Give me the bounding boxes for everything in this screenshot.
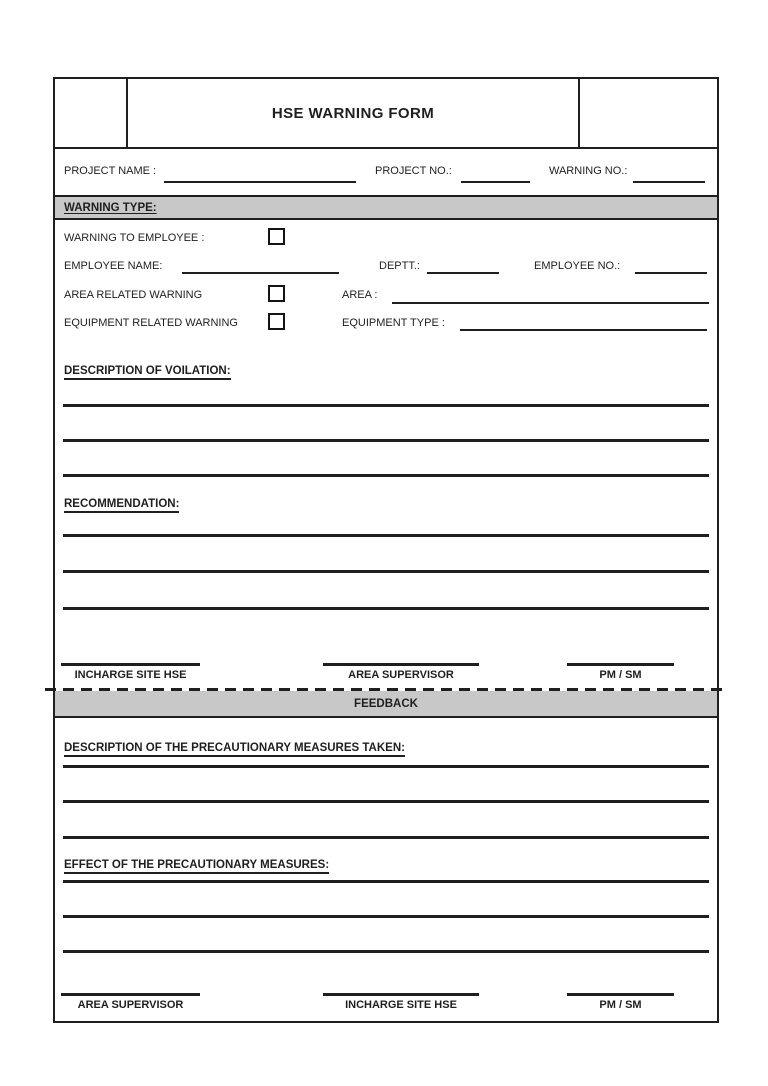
form-header <box>55 79 717 149</box>
project-name-field[interactable] <box>164 181 356 183</box>
measures-writing-line[interactable] <box>63 836 709 839</box>
employee-name-label: EMPLOYEE NAME: <box>64 260 163 272</box>
project-name-label: PROJECT NAME : <box>64 165 157 177</box>
signature-line <box>323 663 479 666</box>
signature-block-area-supervisor-bottom[interactable] <box>61 993 200 1011</box>
measures-taken-title: DESCRIPTION OF THE PRECAUTIONARY MEASURES TAKEN: <box>64 742 405 757</box>
deptt-field[interactable] <box>427 272 499 274</box>
employee-name-field[interactable] <box>182 272 339 274</box>
equipment-type-field[interactable] <box>460 329 707 331</box>
warning-no-field[interactable] <box>633 181 705 183</box>
equipment-related-label: EQUIPMENT RELATED WARNING <box>64 317 238 329</box>
logo-box <box>55 79 128 147</box>
recommendation-writing-line[interactable] <box>63 570 709 573</box>
project-no-label: PROJECT NO.: <box>375 165 452 177</box>
violation-writing-line[interactable] <box>63 474 709 477</box>
violation-writing-line[interactable] <box>63 404 709 407</box>
warning-type-section-bar <box>55 195 717 220</box>
area-related-checkbox[interactable] <box>268 285 285 302</box>
warning-type-section-title: WARNING TYPE: <box>64 201 157 214</box>
area-field[interactable] <box>392 302 709 304</box>
description-of-violation-heading <box>64 361 231 380</box>
equipment-type-label: EQUIPMENT TYPE : <box>342 317 445 329</box>
effect-title: EFFECT OF THE PRECAUTIONARY MEASURES: <box>64 859 329 874</box>
page-title: HSE WARNING FORM <box>271 104 435 122</box>
signature-label: AREA SUPERVISOR <box>77 999 184 1011</box>
signature-label: PM / SM <box>599 669 642 681</box>
employee-no-field[interactable] <box>635 272 707 274</box>
description-of-violation-title: DESCRIPTION OF VOILATION: <box>64 365 231 380</box>
warning-to-employee-label: WARNING TO EMPLOYEE : <box>64 232 205 244</box>
area-label: AREA : <box>342 289 378 301</box>
signature-line <box>61 993 200 996</box>
warning-to-employee-checkbox[interactable] <box>268 228 285 245</box>
effect-heading <box>64 855 329 874</box>
recommendation-title: RECOMMENDATION: <box>64 498 179 513</box>
signature-line <box>61 663 200 666</box>
measures-taken-heading <box>64 738 405 757</box>
violation-writing-line[interactable] <box>63 439 709 442</box>
title-cell <box>128 79 578 147</box>
recommendation-writing-line[interactable] <box>63 607 709 610</box>
feedback-section-title: FEEDBACK <box>354 697 418 710</box>
signature-label: INCHARGE SITE HSE <box>345 999 457 1011</box>
signature-label: PM / SM <box>599 999 642 1011</box>
project-no-field[interactable] <box>461 181 530 183</box>
area-related-label: AREA RELATED WARNING <box>64 289 203 301</box>
signature-block-pm-sm[interactable] <box>567 663 674 681</box>
signature-block-incharge-site-hse-bottom[interactable] <box>323 993 479 1011</box>
deptt-label: DEPTT.: <box>379 260 420 272</box>
measures-writing-line[interactable] <box>63 765 709 768</box>
header-right-box <box>578 79 717 147</box>
signature-line <box>567 993 674 996</box>
signature-line <box>323 993 479 996</box>
effect-writing-line[interactable] <box>63 915 709 918</box>
effect-writing-line[interactable] <box>63 880 709 883</box>
employee-no-label: EMPLOYEE NO.: <box>534 260 621 272</box>
signature-block-area-supervisor[interactable] <box>323 663 479 681</box>
recommendation-writing-line[interactable] <box>63 534 709 537</box>
feedback-section-bar <box>55 691 717 718</box>
signature-block-incharge-site-hse[interactable] <box>61 663 200 681</box>
measures-writing-line[interactable] <box>63 800 709 803</box>
recommendation-heading <box>64 494 179 513</box>
hse-warning-form <box>53 77 719 1023</box>
equipment-related-checkbox[interactable] <box>268 313 285 330</box>
signature-line <box>567 663 674 666</box>
signature-label: INCHARGE SITE HSE <box>74 669 187 681</box>
signature-block-pm-sm-bottom[interactable] <box>567 993 674 1011</box>
effect-writing-line[interactable] <box>63 950 709 953</box>
signature-label: AREA SUPERVISOR <box>348 669 454 681</box>
warning-no-label: WARNING NO.: <box>549 165 628 177</box>
